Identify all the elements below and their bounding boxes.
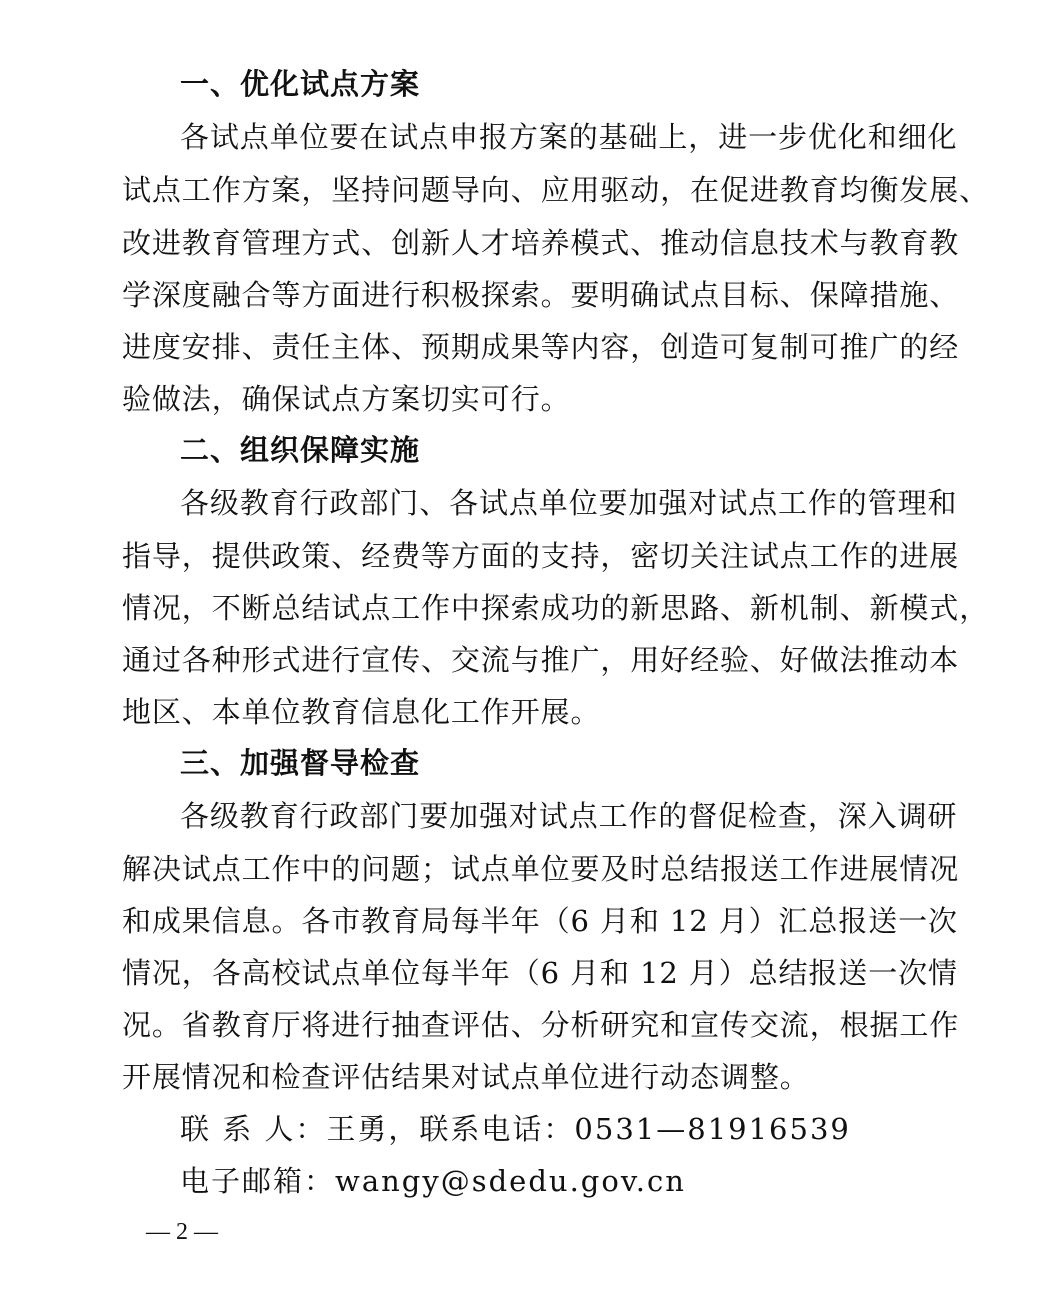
- paragraph-line: 各级教育行政部门要加强对试点工作的督促检查，深入调研: [180, 799, 958, 833]
- section-heading: 一、优化试点方案: [180, 67, 421, 101]
- paragraph-line: 解决试点工作中的问题；试点单位要及时总结报送工作进展情况: [122, 852, 960, 886]
- paragraph-line: 改进教育管理方式、创新人才培养模式、推动信息技术与教育教: [122, 226, 960, 260]
- paragraph-line: 进度安排、责任主体、预期成果等内容，创造可复制可推广的经: [122, 330, 960, 364]
- paragraph-line: 各试点单位要在试点申报方案的基础上，进一步优化和细化: [180, 120, 958, 154]
- paragraph-line: 情况，不断总结试点工作中探索成功的新思路、新机制、新模式，: [122, 591, 990, 625]
- paragraph-line: 开展情况和检查评估结果对试点单位进行动态调整。: [122, 1060, 810, 1094]
- paragraph-line: 况。省教育厅将进行抽查评估、分析研究和宣传交流，根据工作: [122, 1008, 960, 1042]
- paragraph-line: 情况，各高校试点单位每半年（6 月和 12 月）总结报送一次情: [122, 956, 958, 990]
- paragraph-line: 试点工作方案，坚持问题导向、应用驱动，在促进教育均衡发展、: [122, 173, 990, 207]
- contact-person-line: 联 系 人：王勇，联系电话：0531—81916539: [180, 1112, 851, 1146]
- page-number: — 2 —: [146, 1219, 218, 1245]
- paragraph-line: 学深度融合等方面进行积极探索。要明确试点目标、保障措施、: [122, 278, 960, 312]
- paragraph-line: 验做法，确保试点方案切实可行。: [122, 382, 571, 416]
- paragraph-line: 指导，提供政策、经费等方面的支持，密切关注试点工作的进展: [122, 539, 960, 573]
- paragraph-line: 通过各种形式进行宣传、交流与推广，用好经验、好做法推动本: [122, 643, 960, 677]
- paragraph-line: 各级教育行政部门、各试点单位要加强对试点工作的管理和: [180, 486, 958, 520]
- contact-email-line: 电子邮箱：wangy@sdedu.gov.cn: [180, 1164, 686, 1198]
- paragraph-line: 和成果信息。各市教育局每半年（6 月和 12 月）汇总报送一次: [122, 904, 958, 938]
- section-heading: 二、组织保障实施: [180, 433, 421, 467]
- paragraph-line: 地区、本单位教育信息化工作开展。: [122, 695, 601, 729]
- section-heading: 三、加强督导检查: [180, 746, 421, 780]
